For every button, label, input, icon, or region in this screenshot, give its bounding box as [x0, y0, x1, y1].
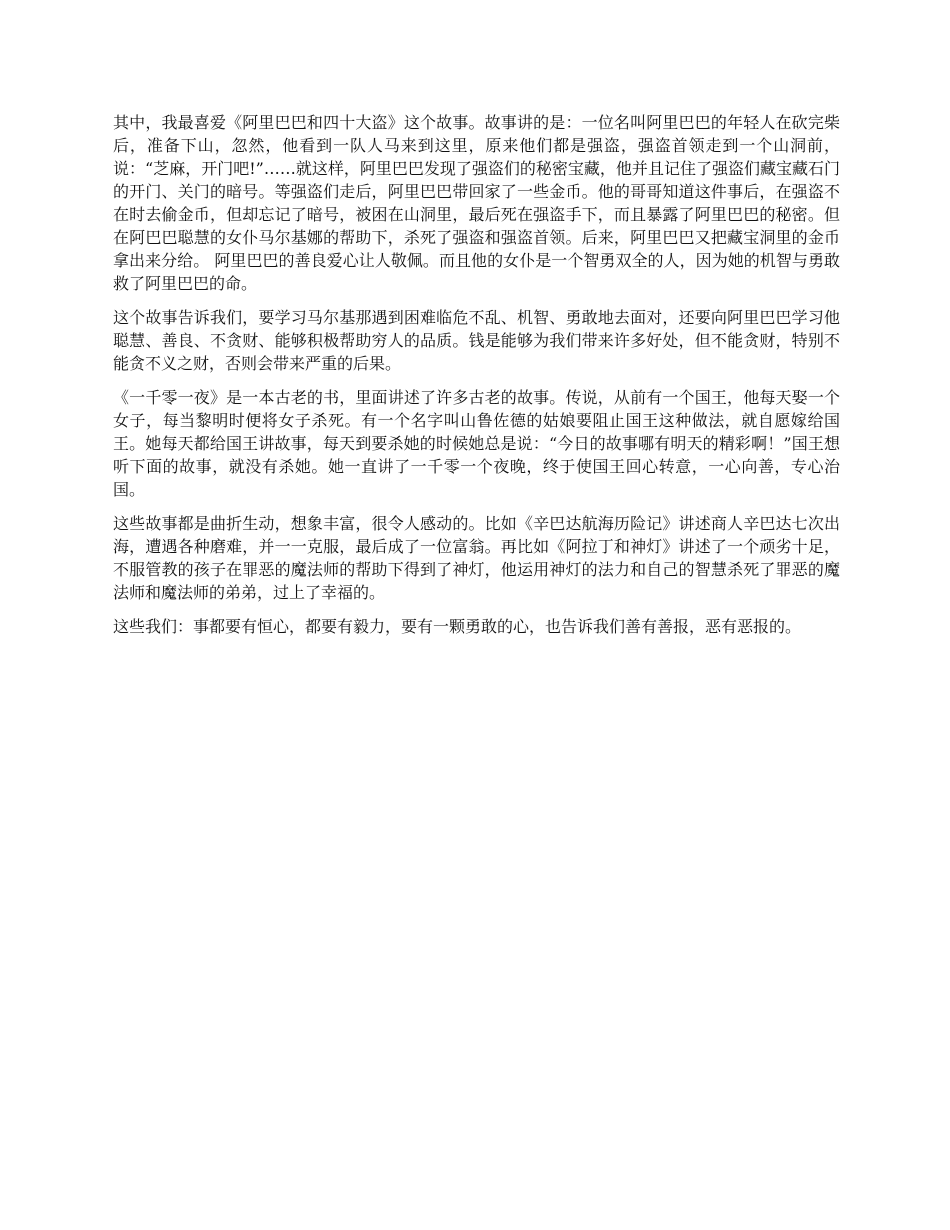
paragraph-2: 这个故事告诉我们，要学习马尔基那遇到困难临危不乱、机智、勇敢地去面对，还要向阿里巴巴学习他聪慧、善良、不贪财、能够积极帮助穷人的品质。钱是能够为我们带来许多好处，但不能贪财，特别不能贪不义之财，否则会带来严重的后果。 [113, 308, 840, 373]
document-body [113, 111, 840, 649]
paragraph-3: 《一千零一夜》是一本古老的书，里面讲述了许多古老的故事。传说，从前有一个国王，他每天娶一个女子，每当黎明时便将女子杀死。有一个名字叫山鲁佐德的姑娘要阻止国王这种做法，就自愿嫁给国王。她每天都给国王讲故事，每天到要杀她的时候她总是说：“今日的故事哪有明天的精彩啊！”国王想听下面的故事，就没有杀她。她一直讲了一千零一个夜晚，终于使国王回心转意，一心向善，专心治国。 [113, 388, 840, 499]
paragraph-1: 其中，我最喜爱《阿里巴巴和四十大盗》这个故事。故事讲的是：一位名叫阿里巴巴的年轻人在砍完柴后，准备下山，忽然，他看到一队人马来到这里，原来他们都是强盗，强盗首领走到一个山洞前，说：“芝麻，开门吧!”……就这样，阿里巴巴发现了强盗们的秘密宝藏，他并且记住了强盗们藏宝藏石门的开门、关门的暗号。等强盗们走后，阿里巴巴带回家了一些金币。他的哥哥知道这件事后，在强盗不在时去偷金币，但却忘记了暗号，被困在山洞里，最后死在强盗手下，而且暴露了阿里巴巴的秘密。但在阿巴巴聪慧的女仆马尔基娜的帮助下，杀死了强盗和强盗首领。后来，阿里巴巴又把藏宝洞里的金币拿出来分给。 阿里巴巴的善良爱心让人敬佩。而且他的女仆是一个智勇双全的人，因为她的机智与勇敢救了阿里巴巴的命。 [113, 113, 840, 293]
paragraph-4: 这些故事都是曲折生动，想象丰富，很令人感动的。比如《辛巴达航海历险记》讲述商人辛巴达七次出海，遭遇各种磨难，并一一克服，最后成了一位富翁。再比如《阿拉丁和神灯》讲述了一个顽劣十足，不服管教的孩子在罪恶的魔法师的帮助下得到了神灯，他运用神灯的法力和自己的智慧杀死了罪恶的魔法师和魔法师的弟弟，过上了幸福的。 [113, 514, 840, 602]
paragraph-5: 这些我们：事都要有恒心，都要有毅力，要有一颗勇敢的心，也告诉我们善有善报，恶有恶报的。 [113, 617, 802, 636]
